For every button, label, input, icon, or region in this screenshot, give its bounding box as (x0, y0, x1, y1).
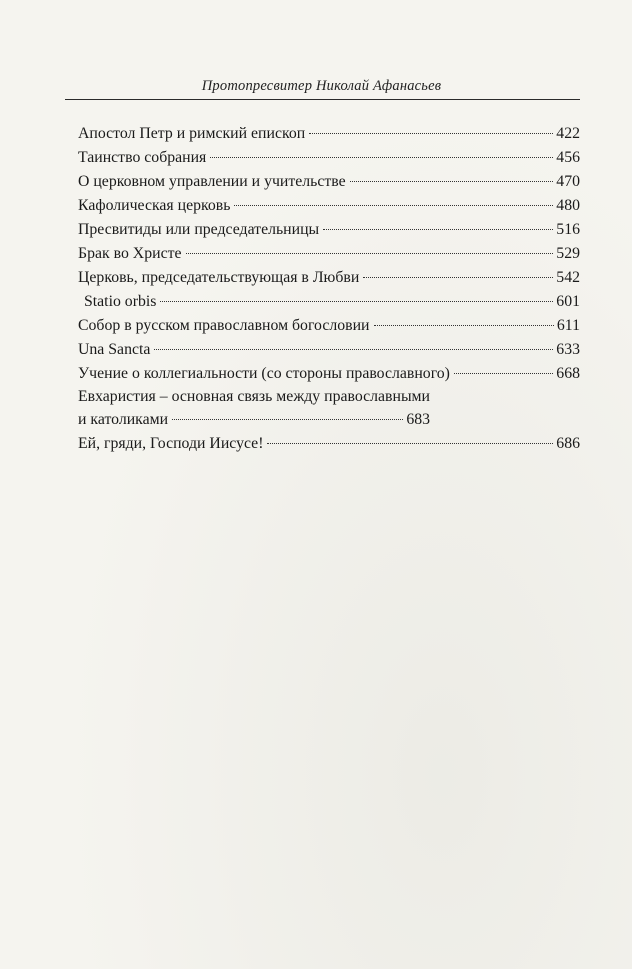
toc-entry[interactable] (78, 146, 580, 170)
header-rule (65, 99, 580, 100)
toc-entry[interactable] (78, 122, 580, 146)
dot-leader (186, 253, 554, 254)
toc-entry-title: Таинство собрания (78, 149, 207, 166)
toc-entry-title: Кафолическая церковь (78, 197, 231, 214)
toc-entry-title: Учение о коллегиальности (со стороны православного) (78, 365, 450, 382)
toc-entry-title: Пресвитиды или председательницы (78, 221, 320, 238)
dot-leader (210, 157, 553, 158)
toc-entry[interactable] (78, 314, 580, 338)
toc-entry[interactable] (78, 432, 580, 456)
toc-entry[interactable] (78, 338, 580, 362)
toc-entry-title: О церковном управлении и учительстве (78, 173, 346, 190)
dot-leader (454, 373, 553, 374)
toc-entry-page: 601 (556, 293, 580, 310)
toc-entry[interactable] (78, 290, 580, 314)
toc-entry-title: Statio orbis (84, 293, 157, 310)
dot-leader (154, 349, 553, 350)
toc-entry[interactable] (78, 170, 580, 194)
dot-leader (160, 301, 553, 302)
toc-entry-title: Брак во Христе (78, 245, 182, 262)
toc-entry-page: 542 (556, 269, 580, 286)
toc-entry-page: 668 (556, 365, 580, 382)
toc-entry-title-line1: Евхаристия – основная связь между православными (78, 388, 431, 405)
table-of-contents (78, 122, 580, 456)
toc-entry-line2 (78, 408, 430, 432)
dot-leader (309, 133, 553, 134)
toc-entry-page: 422 (556, 125, 580, 142)
toc-entry[interactable] (78, 362, 580, 386)
dot-leader (267, 443, 553, 444)
toc-entry-title: Una Sancta (78, 341, 151, 358)
dot-leader (234, 205, 553, 206)
dot-leader (363, 277, 553, 278)
toc-entry-page: 456 (556, 149, 580, 166)
toc-entry[interactable] (78, 242, 580, 266)
dot-leader (374, 325, 554, 326)
dot-leader (350, 181, 554, 182)
toc-entry-page: 516 (556, 221, 580, 238)
toc-entry-page: 686 (556, 435, 580, 452)
toc-entry[interactable] (78, 386, 580, 432)
toc-entry-page: 470 (556, 173, 580, 190)
toc-entry-title-line2: и католиками (78, 411, 169, 428)
toc-entry-title: Апостол Петр и римский епископ (78, 125, 306, 142)
toc-entry-title: Церковь, председательствующая в Любви (78, 269, 360, 286)
toc-entry-page: 683 (406, 411, 431, 428)
toc-entry[interactable] (78, 194, 580, 218)
toc-entry-page: 633 (556, 341, 580, 358)
toc-entry-page: 480 (556, 197, 580, 214)
toc-entry-title: Ей, гряди, Господи Иисусе! (78, 435, 264, 452)
dot-leader (323, 229, 553, 230)
toc-entry-title: Собор в русском православном богословии (78, 317, 370, 334)
toc-entry-page: 611 (556, 317, 580, 334)
dot-leader (172, 419, 403, 420)
toc-entry[interactable] (78, 218, 580, 242)
toc-entry[interactable] (78, 266, 580, 290)
running-header: Протопресвитер Николай Афанасьев (201, 78, 442, 94)
toc-entry-multiline (78, 386, 430, 432)
toc-entry-page: 529 (556, 245, 580, 262)
